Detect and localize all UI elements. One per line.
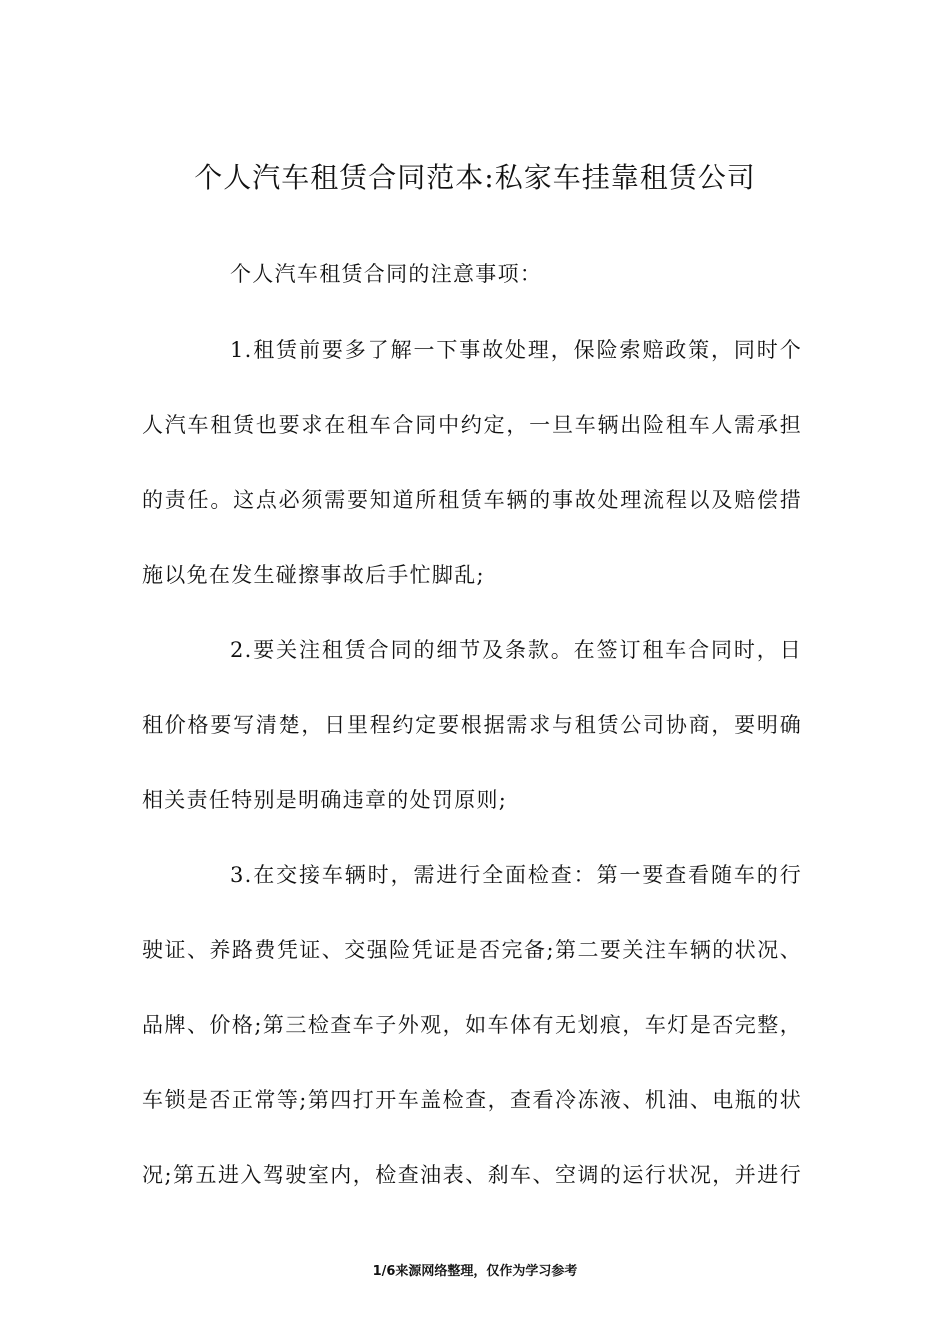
paragraph-line: 况;第五进入驾驶室内，检查油表、刹车、空调的运行状况，并进行	[142, 1163, 802, 1187]
paragraph-line: 3.在交接车辆时，需进行全面检查：第一要查看随车的行	[230, 863, 802, 887]
paragraph-line: 的责任。这点必须需要知道所租赁车辆的事故处理流程以及赔偿措	[142, 488, 802, 512]
document-title: 个人汽车租赁合同范本:私家车挂靠租赁公司	[194, 161, 756, 194]
paragraph-line: 1.租赁前要多了解一下事故处理，保险索赔政策，同时个	[230, 338, 802, 362]
page-footer: 1/6来源网络整理，仅作为学习参考	[372, 1264, 578, 1279]
paragraph-line: 租价格要写清楚，日里程约定要根据需求与租赁公司协商，要明确	[142, 713, 802, 737]
paragraph-line: 2.要关注租赁合同的细节及条款。在签订租车合同时，日	[230, 638, 802, 662]
section-heading: 个人汽车租赁合同的注意事项：	[230, 262, 543, 286]
paragraph-line: 车锁是否正常等;第四打开车盖检查，查看冷冻液、机油、电瓶的状	[142, 1088, 802, 1112]
paragraph-line: 相关责任特别是明确违章的处罚原则;	[142, 788, 508, 812]
paragraph-line: 品牌、价格;第三检查车子外观，如车体有无划痕，车灯是否完整，	[142, 1013, 802, 1037]
paragraph-line: 施以免在发生碰擦事故后手忙脚乱;	[142, 563, 485, 587]
paragraph-line: 人汽车租赁也要求在租车合同中约定，一旦车辆出险租车人需承担	[142, 413, 802, 437]
paragraph-line: 驶证、养路费凭证、交强险凭证是否完备;第二要关注车辆的状况、	[142, 938, 802, 962]
